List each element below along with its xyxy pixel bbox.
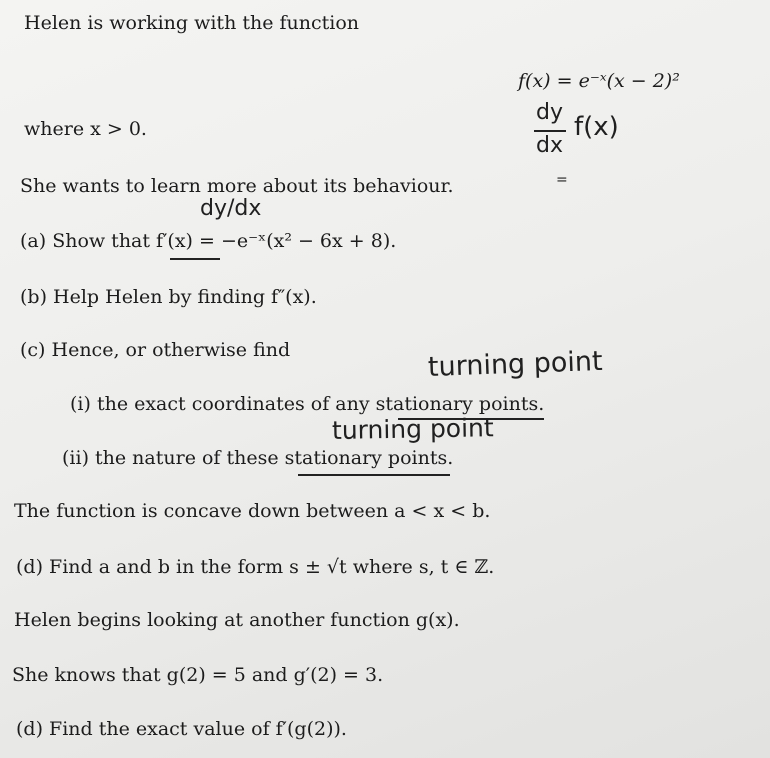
question-c: (c) Hence, or otherwise find: [20, 339, 291, 361]
handwritten-dydx: dy/dx: [200, 196, 262, 221]
handwritten-fx: f(x): [574, 112, 619, 142]
handwritten-turning-point-2: turning point: [331, 413, 494, 445]
domain-statement: where x > 0.: [24, 118, 147, 140]
question-c-i: (i) the exact coordinates of any stationary points.: [70, 393, 545, 415]
handwritten-dy: dy: [536, 100, 563, 125]
handwritten-dx: dx: [536, 133, 563, 158]
g-intro: Helen begins looking at another function g(x).: [14, 609, 460, 631]
g-values: She knows that g(2) = 5 and g′(2) = 3.: [12, 664, 384, 686]
function-definition: f(x) = e⁻ˣ(x − 2)²: [518, 70, 680, 92]
question-a: (a) Show that f′(x) = −e⁻ˣ(x² − 6x + 8).: [20, 230, 397, 252]
underline-fprime: [170, 258, 220, 260]
question-d-1: (d) Find a and b in the form s ± √t where s, t ∈ ℤ.: [16, 556, 495, 578]
question-d-2: (d) Find the exact value of f′(g(2)).: [16, 718, 347, 740]
handwritten-fraction-bar: [534, 130, 566, 132]
question-c-ii: (ii) the nature of these stationary points.: [62, 447, 454, 469]
intro-line: Helen is working with the function: [24, 12, 360, 34]
concave-statement: The function is concave down between a < x < b.: [14, 500, 491, 522]
behaviour-statement: She wants to learn more about its behaviour.: [20, 175, 454, 197]
underline-stationary-points-2: [298, 474, 450, 476]
question-b: (b) Help Helen by finding f″(x).: [20, 286, 317, 308]
handwritten-equals: =: [556, 172, 568, 188]
handwritten-turning-point-1: turning point: [427, 345, 604, 383]
